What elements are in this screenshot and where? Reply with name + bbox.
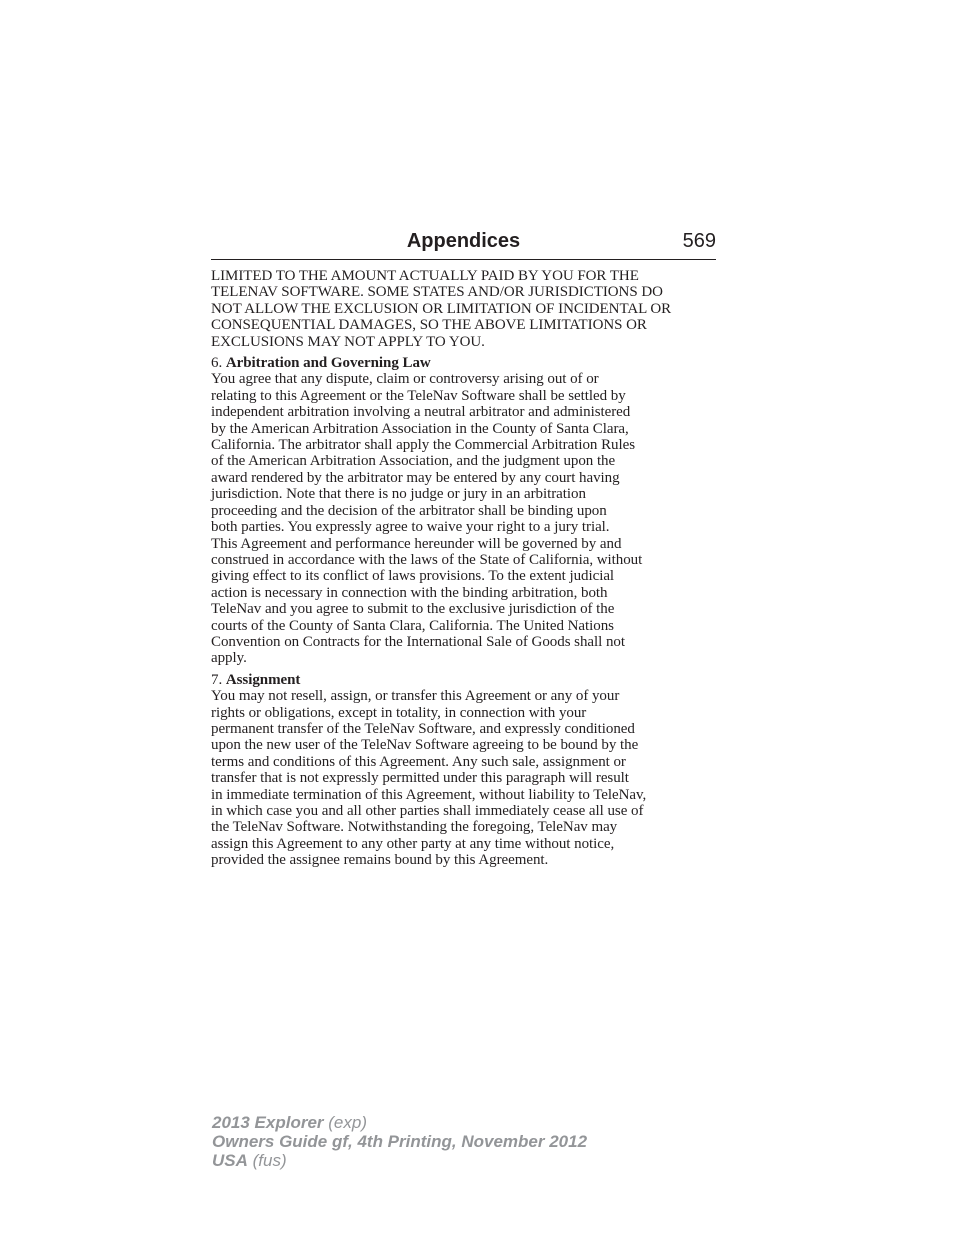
footer-model-line (212, 1113, 587, 1132)
section-body-arbitration: You agree that any dispute, claim or controversy arising out of or relating to this Agreement or the TeleNav Software shall be settled by independent arbitration involving a neutral arbitrator and administered by the American Arbitration Association in the County of Santa Clara, California. The arbitrator shall apply the Commercial Arbitration Rules of the American Arbitration Association, and the judgment upon the award rendered by the arbitrator may be entered by any court having jurisdiction. Note that there is no judge or jury in an arbitration proceeding and the decision of the arbitrator shall be binding upon both parties. You expressly agree to waive your right to a jury trial. This Agreement and performance hereunder will be governed by and construed in accordance with the laws of the State of California, without giving effect to its conflict of laws provisions. To the extent judicial action is necessary in connection with the binding arbitration, both TeleNav and you agree to submit to the exclusive jurisdiction of the courts of the County of Santa Clara, California. The United Nations Convention on Contracts for the International Sale of Goods shall not apply. (211, 371, 643, 667)
page-header (211, 229, 716, 260)
section-body-assignment: You may not resell, assign, or transfer this Agreement or any of your rights or obligations, except in totality, in connection with your permanent transfer of the TeleNav Software, and expressly conditioned upon the new user of the TeleNav Software agreeing to be bound by the terms and conditions of this Agreement. Any such sale, assignment or transfer that is not expressly permitted under this paragraph will result in immediate termination of this Agreement, without liability to TeleNav, in which case you and all other parties shall immediately cease all use of the TeleNav Software. Notwithstanding the foregoing, TeleNav may assign this Agreement to any other party at any time without notice, provided the assignee remains bound by this Agreement. (211, 688, 647, 869)
section-number: 7. (211, 671, 223, 688)
intro-paragraph: LIMITED TO THE AMOUNT ACTUALLY PAID BY YOU FOR THE TELENAV SOFTWARE. SOME STATES AND/OR JURISDICTIONS DO NOT ALLOW THE EXCLUSION OR LIMITATION OF INCIDENTAL OR CONSEQUENTIAL DAMAGES, SO THE ABOVE LIMITATIONS OR EXCLUSIONS MAY NOT APPLY TO YOU. (211, 268, 672, 350)
section-title: Appendices (406, 230, 521, 252)
page-footer (212, 1113, 587, 1170)
footer-market-code: (fus) (252, 1151, 287, 1170)
footer-market: USA (212, 1151, 248, 1170)
footer-guide-line (212, 1132, 587, 1151)
section-number: 6. (211, 355, 223, 372)
footer-model-code: (exp) (328, 1113, 367, 1132)
section-heading-arbitration (211, 355, 716, 371)
section-heading-assignment (211, 672, 716, 688)
page-content (211, 268, 716, 869)
section-heading-text: Arbitration and Governing Law (225, 355, 431, 372)
footer-model: 2013 Explorer (212, 1113, 324, 1132)
page-number: 569 (682, 230, 716, 252)
section-heading-text: Assignment (225, 671, 301, 688)
footer-guide: Owners Guide gf, 4th Printing, November 2012 (212, 1132, 588, 1151)
footer-market-line (212, 1151, 587, 1170)
